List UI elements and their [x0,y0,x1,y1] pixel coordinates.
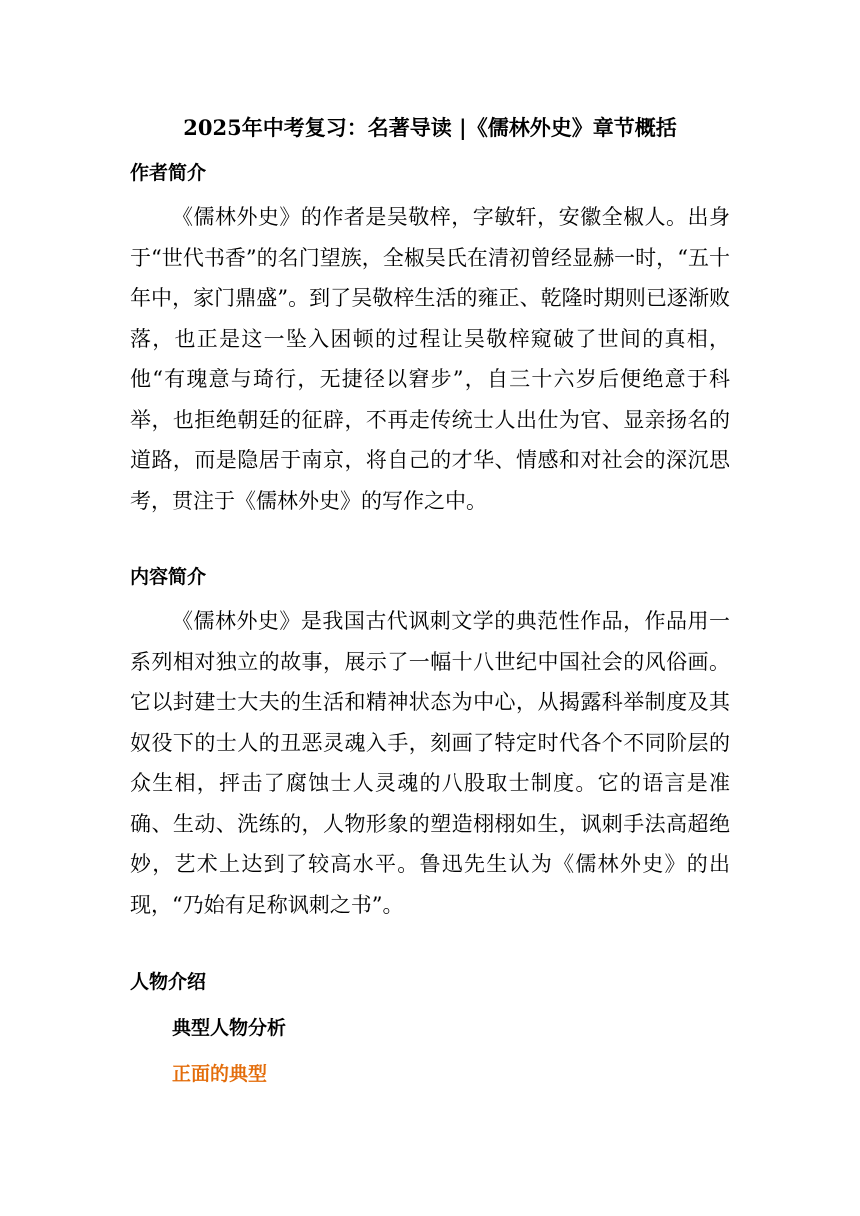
subheading-positive-typical: 正面的典型 [172,1063,268,1085]
subheading-typical-characters: 典型人物分析 [172,1017,287,1039]
section-heading-author: 作者简介 [130,162,207,184]
section-heading-characters: 人物介绍 [130,971,207,993]
document-title: 2025年中考复习：名著导读 |《儒林外史》章节概括 [183,115,677,140]
section-heading-content: 内容简介 [130,566,207,588]
author-intro-paragraph: 《儒林外史》的作者是吴敬梓，字敏轩，安徽全椒人。出身于“世代书香”的名门望族，全椒吴氏在清初曾经显赫一时，“五十年中，家门鼎盛”。到了吴敬梓生活的雍正、乾隆时期则已逐渐败落，也正是这一坠入困顿的过程让吴敬梓窥破了世间的真相，他“有瑰意与琦行，无捷径以窘步”，自三十六岁后便绝意于科举，也拒绝朝廷的征辟，不再走传统士人出仕为官、显亲扬名的道路，而是隐居于南京，将自己的才华、情感和对社会的深沉思考，贯注于《儒林外史》的写作之中。 [130,205,730,513]
content-intro-paragraph: 《儒林外史》是我国古代讽刺文学的典范性作品，作品用一系列相对独立的故事，展示了一幅十八世纪中国社会的风俗画。它以封建士大夫的生活和精神状态为中心，从揭露科举制度及其奴役下的士人的丑恶灵魂入手，刻画了特定时代各个不同阶层的众生相，抨击了腐蚀士人灵魂的八股取士制度。它的语言是准确、生动、洗练的，人物形象的塑造栩栩如生，讽刺手法高超绝妙，艺术上达到了较高水平。鲁迅先生认为《儒林外史》的出现，“乃始有足称讽刺之书”。 [130,609,730,917]
